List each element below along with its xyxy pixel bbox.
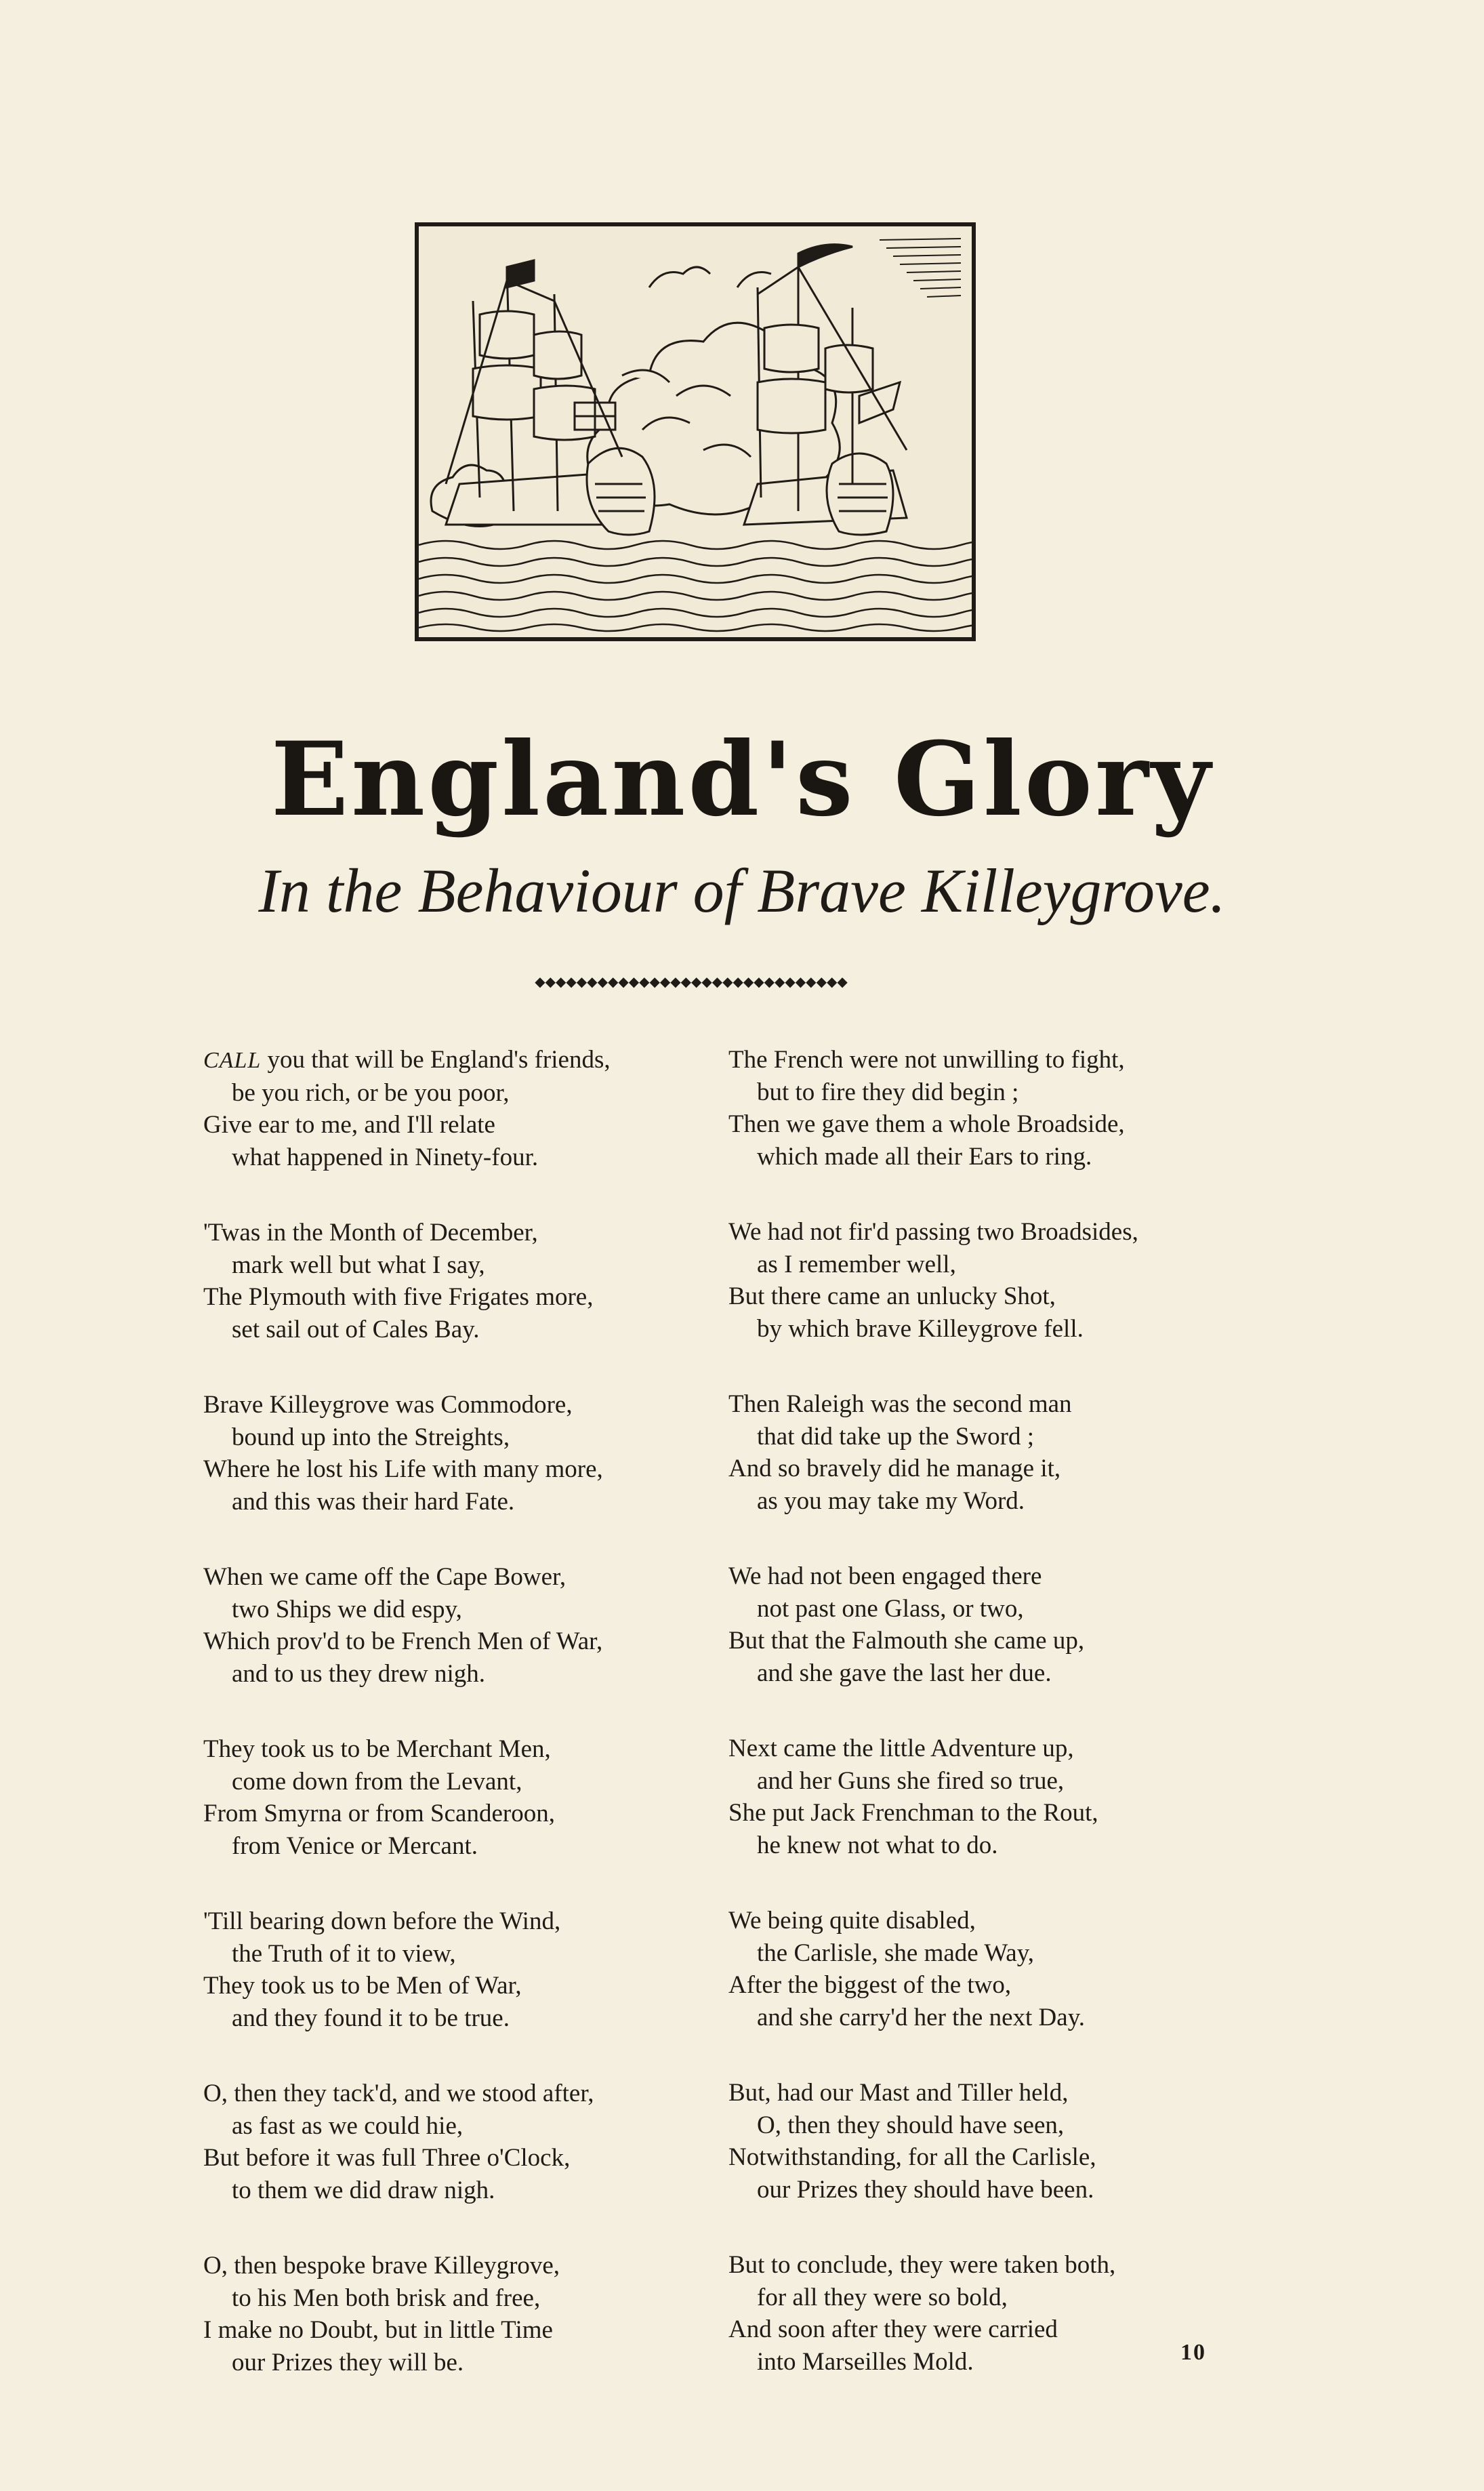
verse-line: two Ships we did espy, (232, 1595, 462, 1623)
verse-line: Give ear to me, and I'll relate (203, 1111, 495, 1139)
verse-line: and they found it to be true. (232, 2004, 510, 2032)
stanza (728, 1216, 1298, 1345)
verse-line: as you may take my Word. (757, 1486, 1025, 1515)
verse-line: Where he lost his Life with many more, (203, 1455, 603, 1483)
verse-line: for all they were so bold, (757, 2283, 1008, 2311)
verse-line: Notwithstanding, for all the Carlisle, (728, 2143, 1096, 2171)
verse-line: from Venice or Mercant. (232, 1831, 478, 1860)
verse-line: to his Men both brisk and free, (232, 2284, 541, 2312)
drop-cap: CALL (203, 1048, 262, 1073)
verse-line: and her Guns she fired so true, (757, 1766, 1065, 1795)
verse-line: When we came off the Cape Bower, (203, 1563, 566, 1591)
verse-line (203, 1044, 772, 1077)
verse-line: that did take up the Sword ; (757, 1422, 1034, 1451)
verse-text: you that will be England's friends, (261, 1046, 611, 1074)
stanza (203, 1561, 772, 1690)
stanza (728, 1560, 1298, 1689)
page-subtitle: In the Behaviour of Brave Killeygrove. (258, 856, 1226, 925)
stanza (203, 1905, 772, 2034)
verse-line: Brave Killeygrove was Commodore, (203, 1391, 573, 1419)
verse-line: as I remember well, (757, 1250, 956, 1278)
verse-line: We had not fir'd passing two Broadsides, (728, 1218, 1138, 1246)
stanza (203, 1044, 772, 1173)
stanza (203, 1389, 772, 1518)
verse-line: as fast as we could hie, (232, 2111, 463, 2140)
verse-line: The French were not unwilling to fight, (728, 1046, 1125, 1074)
verse-line: And so bravely did he manage it, (728, 1455, 1061, 1482)
ship-battle-woodcut (415, 222, 976, 641)
ship-battle-illustration (419, 226, 972, 637)
ornamental-divider: ◆◆◆◆◆◆◆◆◆◆◆◆◆◆◆◆◆◆◆◆◆◆◆◆◆◆◆◆◆◆ (535, 973, 848, 990)
verse-line: into Marseilles Mold. (757, 2347, 974, 2376)
stanza (728, 1733, 1298, 1861)
verse-line: We had not been engaged there (728, 1562, 1042, 1590)
verse-line: he knew not what to do. (757, 1831, 998, 1859)
verse-line: Next came the little Adventure up, (728, 1735, 1074, 1762)
verse-line: Then we gave them a whole Broadside, (728, 1110, 1125, 1138)
verse-line: From Smyrna or from Scanderoon, (203, 1800, 555, 1827)
verse-line: by which brave Killeygrove fell. (757, 1314, 1084, 1343)
verse-line: what happened in Ninety-four. (232, 1143, 539, 1171)
verse-line: be you rich, or be you poor, (232, 1078, 510, 1107)
poem-column-right (728, 1044, 1298, 2421)
verse-line: But, had our Mast and Tiller held, (728, 2079, 1069, 2107)
verse-line: But there came an unlucky Shot, (728, 1282, 1056, 1310)
verse-line: 'Twas in the Month of December, (203, 1219, 538, 1247)
verse-line: the Truth of it to view, (232, 1939, 456, 1968)
verse-line: which made all their Ears to ring. (757, 1142, 1092, 1171)
stanza (728, 1388, 1298, 1517)
verse-line: bound up into the Streights, (232, 1423, 510, 1451)
verse-line: and she carry'd her the next Day. (757, 2003, 1086, 2031)
page-number: 10 (1180, 2340, 1206, 2365)
verse-line: to them we did draw nigh. (232, 2176, 495, 2204)
stanza (728, 2249, 1298, 2378)
poem-column-left (203, 1044, 772, 2422)
page-title: England's Glory (270, 720, 1214, 839)
verse-line: O, then bespoke brave Killeygrove, (203, 2252, 560, 2280)
verse-line: But to conclude, they were taken both, (728, 2251, 1116, 2279)
stanza (728, 2077, 1298, 2206)
verse-line: Which prov'd to be French Men of War, (203, 1627, 603, 1655)
stanza (203, 2250, 772, 2378)
stanza (203, 2078, 772, 2206)
verse-line: I make no Doubt, but in little Time (203, 2316, 553, 2344)
verse-line: But before it was full Three o'Clock, (203, 2144, 571, 2172)
stanza (203, 1217, 772, 1345)
stanza (728, 1905, 1298, 2033)
verse-line: O, then they tack'd, and we stood after, (203, 2080, 594, 2107)
verse-line: 'Till bearing down before the Wind, (203, 1907, 561, 1935)
verse-line: set sail out of Cales Bay. (232, 1315, 480, 1343)
verse-line: They took us to be Men of War, (203, 1972, 522, 2000)
verse-line: and to us they drew nigh. (232, 1659, 486, 1688)
verse-line: and this was their hard Fate. (232, 1487, 515, 1516)
verse-line: O, then they should have seen, (757, 2111, 1065, 2139)
verse-line: but to fire they did begin ; (757, 1078, 1019, 1106)
verse-line: After the biggest of the two, (728, 1971, 1012, 1999)
verse-line: The Plymouth with five Frigates more, (203, 1283, 594, 1311)
verse-line: But that the Falmouth she came up, (728, 1627, 1085, 1655)
stanza (728, 1044, 1298, 1173)
stanza (203, 1733, 772, 1862)
verse-line: She put Jack Frenchman to the Rout, (728, 1799, 1098, 1827)
verse-line: not past one Glass, or two, (757, 1594, 1024, 1623)
verse-line: mark well but what I say, (232, 1251, 485, 1279)
verse-line: our Prizes they should have been. (757, 2175, 1094, 2204)
verse-line: come down from the Levant, (232, 1767, 522, 1796)
verse-line: And soon after they were carried (728, 2315, 1058, 2343)
verse-line: the Carlisle, she made Way, (757, 1939, 1035, 1967)
verse-line: Then Raleigh was the second man (728, 1390, 1072, 1418)
verse-line: They took us to be Merchant Men, (203, 1735, 551, 1763)
verse-line: our Prizes they will be. (232, 2348, 464, 2376)
verse-line: We being quite disabled, (728, 1907, 976, 1935)
verse-line: and she gave the last her due. (757, 1659, 1052, 1687)
